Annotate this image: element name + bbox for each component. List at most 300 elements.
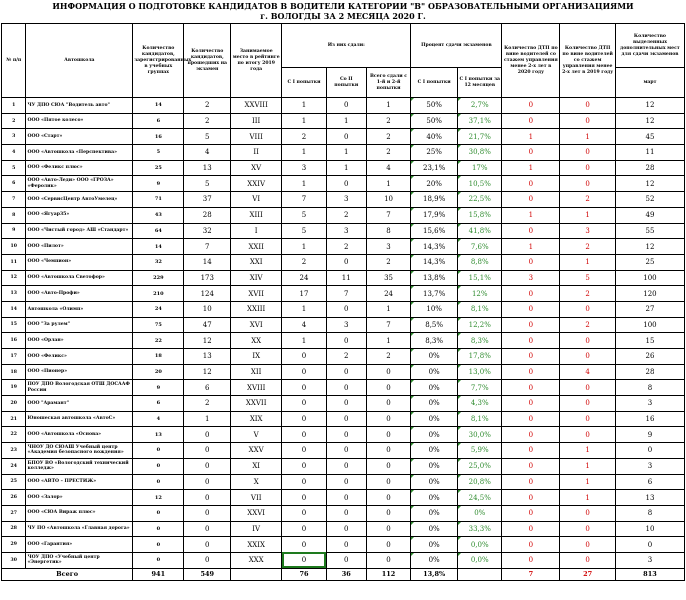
places-count[interactable]: 25 <box>615 254 684 270</box>
pass-2-count[interactable]: 2 <box>326 207 366 223</box>
registered-count[interactable]: 24 <box>133 301 184 317</box>
pass-2-count[interactable]: 0 <box>326 364 366 380</box>
dtp-2019[interactable]: 0 <box>560 160 616 176</box>
tested-count[interactable]: 37 <box>184 192 231 208</box>
registered-count[interactable]: 0 <box>133 537 184 553</box>
dtp-2020[interactable]: 0 <box>502 364 560 380</box>
total-dtp-2020[interactable]: 7 <box>502 568 560 580</box>
places-count[interactable]: 55 <box>615 223 684 239</box>
pct-12[interactable]: 2,7% <box>458 98 502 114</box>
pct-12[interactable]: 12% <box>458 286 502 302</box>
places-count[interactable]: 0 <box>615 443 684 459</box>
pass-1-count[interactable]: 0 <box>282 364 326 380</box>
rating-place[interactable]: II <box>231 145 282 161</box>
registered-count[interactable]: 229 <box>133 270 184 286</box>
rating-place[interactable]: V <box>231 427 282 443</box>
pct-12[interactable]: 0,0% <box>458 552 502 568</box>
rating-place[interactable]: VI <box>231 192 282 208</box>
pass-1-count[interactable]: 0 <box>282 474 326 490</box>
pass-2-count[interactable]: 0 <box>326 98 366 114</box>
tested-count[interactable]: 2 <box>184 113 231 129</box>
registered-count[interactable]: 71 <box>133 192 184 208</box>
school-name[interactable]: Юношеская автошкола «АвтоС» <box>26 411 133 427</box>
places-count[interactable]: 52 <box>615 192 684 208</box>
rating-place[interactable]: XXVI <box>231 505 282 521</box>
pct-1[interactable]: 0% <box>411 552 458 568</box>
row-number[interactable]: 30 <box>2 552 26 568</box>
pass-1-count[interactable]: 0 <box>282 521 326 537</box>
registered-count[interactable]: 22 <box>133 333 184 349</box>
school-name[interactable]: ООО «Авто-Леди» ООО «ГРОЗА» «Феролик» <box>26 176 133 192</box>
pct-1[interactable]: 50% <box>411 98 458 114</box>
pass-2-count[interactable]: 0 <box>326 427 366 443</box>
rating-place[interactable]: XXVIII <box>231 98 282 114</box>
rating-place[interactable]: III <box>231 113 282 129</box>
school-name[interactable]: ООО «Пионер» <box>26 364 133 380</box>
dtp-2020[interactable]: 0 <box>502 223 560 239</box>
school-name[interactable]: ООО «Орлан» <box>26 333 133 349</box>
row-number[interactable]: 29 <box>2 537 26 553</box>
pct-1[interactable]: 10% <box>411 301 458 317</box>
school-name[interactable]: ЧУ ПО «Автошкола «Главная дорога» <box>26 521 133 537</box>
dtp-2020[interactable]: 0 <box>502 411 560 427</box>
registered-count[interactable]: 0 <box>133 443 184 459</box>
rating-place[interactable]: XV <box>231 160 282 176</box>
pass-total-count[interactable]: 0 <box>366 521 411 537</box>
pass-2-count[interactable]: 0 <box>326 176 366 192</box>
pct-12[interactable]: 24,5% <box>458 490 502 506</box>
pass-total-count[interactable]: 1 <box>366 176 411 192</box>
pct-1[interactable]: 40% <box>411 129 458 145</box>
registered-count[interactable]: 0 <box>133 474 184 490</box>
rating-place[interactable]: XXIX <box>231 537 282 553</box>
dtp-2019[interactable]: 0 <box>560 176 616 192</box>
places-count[interactable]: 27 <box>615 301 684 317</box>
registered-count[interactable]: 0 <box>133 505 184 521</box>
tested-count[interactable]: 5 <box>184 176 231 192</box>
row-number[interactable]: 1 <box>2 98 26 114</box>
pass-total-count[interactable]: 8 <box>366 223 411 239</box>
dtp-2019[interactable]: 2 <box>560 317 616 333</box>
tested-count[interactable]: 10 <box>184 301 231 317</box>
school-name[interactable]: ООО «Автошкола «Перспектива» <box>26 145 133 161</box>
pass-1-count[interactable]: 0 <box>282 427 326 443</box>
pass-total-count[interactable]: 2 <box>366 254 411 270</box>
school-name[interactable]: ООО «Пилот» <box>26 239 133 255</box>
pass-1-count[interactable]: 4 <box>282 317 326 333</box>
school-name[interactable]: ООО "Арамант" <box>26 396 133 412</box>
tested-count[interactable]: 47 <box>184 317 231 333</box>
pct-12[interactable]: 0,0% <box>458 537 502 553</box>
dtp-2020[interactable]: 0 <box>502 380 560 396</box>
pct-12[interactable]: 41,8% <box>458 223 502 239</box>
total-pass-1[interactable]: 76 <box>282 568 326 580</box>
pass-1-count[interactable]: 3 <box>282 160 326 176</box>
dtp-2020[interactable]: 0 <box>502 521 560 537</box>
pct-1[interactable]: 8,5% <box>411 317 458 333</box>
rating-place[interactable]: XXVII <box>231 396 282 412</box>
pct-12[interactable]: 4,3% <box>458 396 502 412</box>
rating-place[interactable]: IV <box>231 521 282 537</box>
tested-count[interactable]: 173 <box>184 270 231 286</box>
dtp-2020[interactable]: 0 <box>502 490 560 506</box>
dtp-2020[interactable]: 0 <box>502 286 560 302</box>
dtp-2019[interactable]: 3 <box>560 223 616 239</box>
pass-total-count[interactable]: 7 <box>366 207 411 223</box>
rating-place[interactable]: XXIII <box>231 301 282 317</box>
dtp-2020[interactable]: 0 <box>502 333 560 349</box>
row-number[interactable]: 24 <box>2 458 26 474</box>
pass-1-count[interactable]: 7 <box>282 192 326 208</box>
pass-2-count[interactable]: 0 <box>326 396 366 412</box>
pct-1[interactable]: 13,8% <box>411 270 458 286</box>
pct-1[interactable]: 17,9% <box>411 207 458 223</box>
pass-2-count[interactable]: 0 <box>326 333 366 349</box>
row-number[interactable]: 27 <box>2 505 26 521</box>
school-name[interactable]: ООО «АВТО – ПРЕСТИЖ» <box>26 474 133 490</box>
pct-1[interactable]: 25% <box>411 145 458 161</box>
pass-1-count[interactable]: 17 <box>282 286 326 302</box>
places-count[interactable]: 26 <box>615 349 684 365</box>
pass-total-count[interactable]: 0 <box>366 537 411 553</box>
pct-1[interactable]: 0% <box>411 537 458 553</box>
pct-1[interactable]: 0% <box>411 349 458 365</box>
pass-1-count[interactable]: 0 <box>282 396 326 412</box>
dtp-2019[interactable]: 1 <box>560 490 616 506</box>
places-count[interactable]: 9 <box>615 427 684 443</box>
pct-12[interactable]: 17,8% <box>458 349 502 365</box>
pass-1-count[interactable]: 1 <box>282 176 326 192</box>
pass-1-count[interactable]: 1 <box>282 113 326 129</box>
registered-count[interactable]: 9 <box>133 380 184 396</box>
row-number[interactable]: 12 <box>2 270 26 286</box>
tested-count[interactable]: 0 <box>184 490 231 506</box>
row-number[interactable]: 28 <box>2 521 26 537</box>
tested-count[interactable]: 28 <box>184 207 231 223</box>
pass-2-count[interactable]: 0 <box>326 521 366 537</box>
pass-total-count[interactable]: 0 <box>366 380 411 396</box>
pct-12[interactable]: 8,3% <box>458 333 502 349</box>
total-rating-empty[interactable] <box>231 568 282 580</box>
pass-2-count[interactable]: 1 <box>326 160 366 176</box>
school-name[interactable]: Автошкола «Олимп» <box>26 301 133 317</box>
tested-count[interactable]: 7 <box>184 239 231 255</box>
pass-1-count[interactable]: 5 <box>282 207 326 223</box>
registered-count[interactable]: 0 <box>133 552 184 568</box>
dtp-2019[interactable]: 0 <box>560 98 616 114</box>
pass-1-count[interactable]: 0 <box>282 537 326 553</box>
pct-12[interactable]: 30,0% <box>458 427 502 443</box>
pass-total-count[interactable]: 0 <box>366 396 411 412</box>
dtp-2020[interactable]: 0 <box>502 113 560 129</box>
total-dtp-2019[interactable]: 27 <box>560 568 616 580</box>
dtp-2020[interactable]: 0 <box>502 317 560 333</box>
tested-count[interactable]: 2 <box>184 98 231 114</box>
row-number[interactable]: 10 <box>2 239 26 255</box>
total-pct-1[interactable]: 13,8% <box>411 568 458 580</box>
registered-count[interactable]: 6 <box>133 396 184 412</box>
school-name[interactable]: ООО «Ягуар35» <box>26 207 133 223</box>
pct-1[interactable]: 0% <box>411 443 458 459</box>
registered-count[interactable]: 9 <box>133 176 184 192</box>
pct-12[interactable]: 10,5% <box>458 176 502 192</box>
pct-12[interactable]: 15,8% <box>458 207 502 223</box>
pct-12[interactable]: 0% <box>458 505 502 521</box>
rating-place[interactable]: XIV <box>231 270 282 286</box>
school-name[interactable]: ООО «Старт» <box>26 129 133 145</box>
registered-count[interactable]: 210 <box>133 286 184 302</box>
rating-place[interactable]: XIII <box>231 207 282 223</box>
places-count[interactable]: 45 <box>615 129 684 145</box>
pct-1[interactable]: 23,1% <box>411 160 458 176</box>
pct-12[interactable]: 25,0% <box>458 458 502 474</box>
pass-2-count[interactable]: 3 <box>326 192 366 208</box>
dtp-2020[interactable]: 0 <box>502 254 560 270</box>
pass-total-count[interactable]: 10 <box>366 192 411 208</box>
pass-total-count[interactable]: 0 <box>366 411 411 427</box>
pct-1[interactable]: 14,3% <box>411 254 458 270</box>
dtp-2019[interactable]: 1 <box>560 474 616 490</box>
registered-count[interactable]: 12 <box>133 490 184 506</box>
dtp-2019[interactable]: 1 <box>560 443 616 459</box>
school-name[interactable]: ООО "За рулем" <box>26 317 133 333</box>
pct-1[interactable]: 50% <box>411 113 458 129</box>
pass-2-count[interactable]: 0 <box>326 552 366 568</box>
tested-count[interactable]: 5 <box>184 129 231 145</box>
pass-2-count[interactable]: 1 <box>326 113 366 129</box>
dtp-2019[interactable]: 1 <box>560 129 616 145</box>
school-name[interactable]: ООО «Залор» <box>26 490 133 506</box>
pass-2-count[interactable]: 0 <box>326 537 366 553</box>
dtp-2020[interactable]: 0 <box>502 505 560 521</box>
dtp-2019[interactable]: 0 <box>560 552 616 568</box>
school-name[interactable]: ООО «СЮА Вираж плюс» <box>26 505 133 521</box>
pass-2-count[interactable]: 0 <box>326 474 366 490</box>
pass-2-count[interactable]: 0 <box>326 301 366 317</box>
dtp-2019[interactable]: 0 <box>560 521 616 537</box>
pass-1-count[interactable]: 0 <box>282 552 326 568</box>
registered-count[interactable]: 43 <box>133 207 184 223</box>
pct-1[interactable]: 18,9% <box>411 192 458 208</box>
pct-1[interactable]: 0% <box>411 521 458 537</box>
row-number[interactable]: 23 <box>2 443 26 459</box>
pass-total-count[interactable]: 2 <box>366 349 411 365</box>
school-name[interactable]: ЧОУ ДПО «Учебный центр «Энергетик» <box>26 552 133 568</box>
pass-total-count[interactable]: 1 <box>366 333 411 349</box>
pass-total-count[interactable]: 2 <box>366 113 411 129</box>
dtp-2020[interactable]: 1 <box>502 239 560 255</box>
pass-2-count[interactable]: 11 <box>326 270 366 286</box>
dtp-2019[interactable]: 0 <box>560 396 616 412</box>
registered-count[interactable]: 64 <box>133 223 184 239</box>
school-name[interactable]: ООО «Автошкола «Основа» <box>26 427 133 443</box>
pass-2-count[interactable]: 0 <box>326 490 366 506</box>
school-name[interactable]: ООО «СервисЦентр АвтоУмелец» <box>26 192 133 208</box>
tested-count[interactable]: 0 <box>184 521 231 537</box>
pass-1-count[interactable]: 0 <box>282 458 326 474</box>
dtp-2019[interactable]: 0 <box>560 301 616 317</box>
tested-count[interactable]: 14 <box>184 254 231 270</box>
dtp-2019[interactable]: 0 <box>560 411 616 427</box>
tested-count[interactable]: 0 <box>184 443 231 459</box>
pass-total-count[interactable]: 0 <box>366 505 411 521</box>
pass-1-count[interactable]: 0 <box>282 380 326 396</box>
tested-count[interactable]: 124 <box>184 286 231 302</box>
registered-count[interactable]: 32 <box>133 254 184 270</box>
row-number[interactable]: 7 <box>2 192 26 208</box>
pct-1[interactable]: 13,7% <box>411 286 458 302</box>
total-label[interactable]: Всего <box>2 568 133 580</box>
dtp-2020[interactable]: 0 <box>502 349 560 365</box>
places-count[interactable]: 8 <box>615 505 684 521</box>
pass-2-count[interactable]: 0 <box>326 129 366 145</box>
tested-count[interactable]: 0 <box>184 537 231 553</box>
pass-2-count[interactable]: 0 <box>326 380 366 396</box>
pct-12[interactable]: 17% <box>458 160 502 176</box>
pass-2-count[interactable]: 3 <box>326 223 366 239</box>
pass-2-count[interactable]: 0 <box>326 411 366 427</box>
school-name[interactable]: ООО «Автошкола Светофор» <box>26 270 133 286</box>
pct-1[interactable]: 15,6% <box>411 223 458 239</box>
school-name[interactable]: ООО «Феликс плюс» <box>26 160 133 176</box>
pct-1[interactable]: 0% <box>411 380 458 396</box>
school-name[interactable]: ЧУ ДПО СЮА "Водитель авто" <box>26 98 133 114</box>
pct-12[interactable]: 7,6% <box>458 239 502 255</box>
places-count[interactable]: 3 <box>615 552 684 568</box>
registered-count[interactable]: 4 <box>133 411 184 427</box>
places-count[interactable]: 49 <box>615 207 684 223</box>
pct-12[interactable]: 8,8% <box>458 254 502 270</box>
rating-place[interactable]: XIX <box>231 411 282 427</box>
places-count[interactable]: 100 <box>615 317 684 333</box>
pct-12[interactable]: 33,3% <box>458 521 502 537</box>
row-number[interactable]: 19 <box>2 380 26 396</box>
pass-1-count[interactable]: 2 <box>282 129 326 145</box>
pass-total-count[interactable]: 2 <box>366 129 411 145</box>
row-number[interactable]: 13 <box>2 286 26 302</box>
dtp-2019[interactable]: 5 <box>560 270 616 286</box>
pass-total-count[interactable]: 1 <box>366 98 411 114</box>
pct-1[interactable]: 0% <box>411 411 458 427</box>
places-count[interactable]: 12 <box>615 176 684 192</box>
pct-12[interactable]: 30,8% <box>458 145 502 161</box>
dtp-2020[interactable]: 0 <box>502 458 560 474</box>
pass-2-count[interactable]: 3 <box>326 317 366 333</box>
row-number[interactable]: 18 <box>2 364 26 380</box>
pct-12[interactable]: 8,1% <box>458 411 502 427</box>
tested-count[interactable]: 6 <box>184 380 231 396</box>
row-number[interactable]: 6 <box>2 176 26 192</box>
pass-2-count[interactable]: 0 <box>326 254 366 270</box>
row-number[interactable]: 25 <box>2 474 26 490</box>
rating-place[interactable]: XXIV <box>231 176 282 192</box>
places-count[interactable]: 100 <box>615 270 684 286</box>
tested-count[interactable]: 0 <box>184 552 231 568</box>
dtp-2020[interactable]: 0 <box>502 192 560 208</box>
places-count[interactable]: 11 <box>615 145 684 161</box>
row-number[interactable]: 17 <box>2 349 26 365</box>
pass-1-count[interactable]: 24 <box>282 270 326 286</box>
rating-place[interactable]: XXI <box>231 254 282 270</box>
rating-place[interactable]: XX <box>231 333 282 349</box>
pass-1-count[interactable]: 1 <box>282 301 326 317</box>
school-name[interactable]: ООО «Феликс» <box>26 349 133 365</box>
pct-1[interactable]: 0% <box>411 396 458 412</box>
pct-1[interactable]: 0% <box>411 505 458 521</box>
dtp-2019[interactable]: 0 <box>560 145 616 161</box>
pass-1-count[interactable]: 2 <box>282 254 326 270</box>
dtp-2019[interactable]: 0 <box>560 537 616 553</box>
pass-2-count[interactable]: 1 <box>326 145 366 161</box>
pass-total-count[interactable]: 0 <box>366 474 411 490</box>
tested-count[interactable]: 12 <box>184 364 231 380</box>
dtp-2020[interactable]: 0 <box>502 145 560 161</box>
rating-place[interactable]: XXX <box>231 552 282 568</box>
dtp-2019[interactable]: 1 <box>560 254 616 270</box>
places-count[interactable]: 15 <box>615 333 684 349</box>
school-name[interactable]: ПОУ ДПО Вологодская ОТШ ДОСААФ России <box>26 380 133 396</box>
pct-1[interactable]: 20% <box>411 176 458 192</box>
pct-1[interactable]: 0% <box>411 427 458 443</box>
dtp-2020[interactable]: 0 <box>502 537 560 553</box>
school-name[interactable]: ЧНОУ ДО СЮАШ Учебный центр «Академия безопасного вождения» <box>26 443 133 459</box>
rating-place[interactable]: XXII <box>231 239 282 255</box>
pass-2-count[interactable]: 0 <box>326 458 366 474</box>
dtp-2019[interactable]: 0 <box>560 349 616 365</box>
rating-place[interactable]: XXV <box>231 443 282 459</box>
tested-count[interactable]: 32 <box>184 223 231 239</box>
total-pass-2[interactable]: 36 <box>326 568 366 580</box>
pass-2-count[interactable]: 7 <box>326 286 366 302</box>
row-number[interactable]: 16 <box>2 333 26 349</box>
dtp-2020[interactable]: 1 <box>502 129 560 145</box>
places-count[interactable]: 28 <box>615 364 684 380</box>
pass-total-count[interactable]: 24 <box>366 286 411 302</box>
dtp-2020[interactable]: 1 <box>502 160 560 176</box>
dtp-2019[interactable]: 1 <box>560 458 616 474</box>
rating-place[interactable]: XVI <box>231 317 282 333</box>
dtp-2019[interactable]: 4 <box>560 364 616 380</box>
rating-place[interactable]: X <box>231 474 282 490</box>
row-number[interactable]: 22 <box>2 427 26 443</box>
pct-1[interactable]: 0% <box>411 474 458 490</box>
total-registered[interactable]: 941 <box>133 568 184 580</box>
dtp-2020[interactable]: 0 <box>502 443 560 459</box>
dtp-2019[interactable]: 2 <box>560 286 616 302</box>
places-count[interactable]: 13 <box>615 490 684 506</box>
pass-total-count[interactable]: 3 <box>366 239 411 255</box>
dtp-2020[interactable]: 0 <box>502 396 560 412</box>
row-number[interactable]: 11 <box>2 254 26 270</box>
dtp-2019[interactable]: 2 <box>560 239 616 255</box>
pct-1[interactable]: 0% <box>411 490 458 506</box>
row-number[interactable]: 14 <box>2 301 26 317</box>
registered-count[interactable]: 5 <box>133 145 184 161</box>
places-count[interactable]: 0 <box>615 537 684 553</box>
pct-1[interactable]: 14,3% <box>411 239 458 255</box>
pass-total-count[interactable]: 1 <box>366 301 411 317</box>
dtp-2019[interactable]: 0 <box>560 505 616 521</box>
pass-2-count[interactable]: 0 <box>326 443 366 459</box>
tested-count[interactable]: 0 <box>184 427 231 443</box>
registered-count[interactable]: 13 <box>133 427 184 443</box>
places-count[interactable]: 12 <box>615 239 684 255</box>
school-name[interactable]: ООО «Гарантия» <box>26 537 133 553</box>
row-number[interactable]: 20 <box>2 396 26 412</box>
dtp-2020[interactable]: 1 <box>502 207 560 223</box>
dtp-2020[interactable]: 0 <box>502 474 560 490</box>
rating-place[interactable]: I <box>231 223 282 239</box>
